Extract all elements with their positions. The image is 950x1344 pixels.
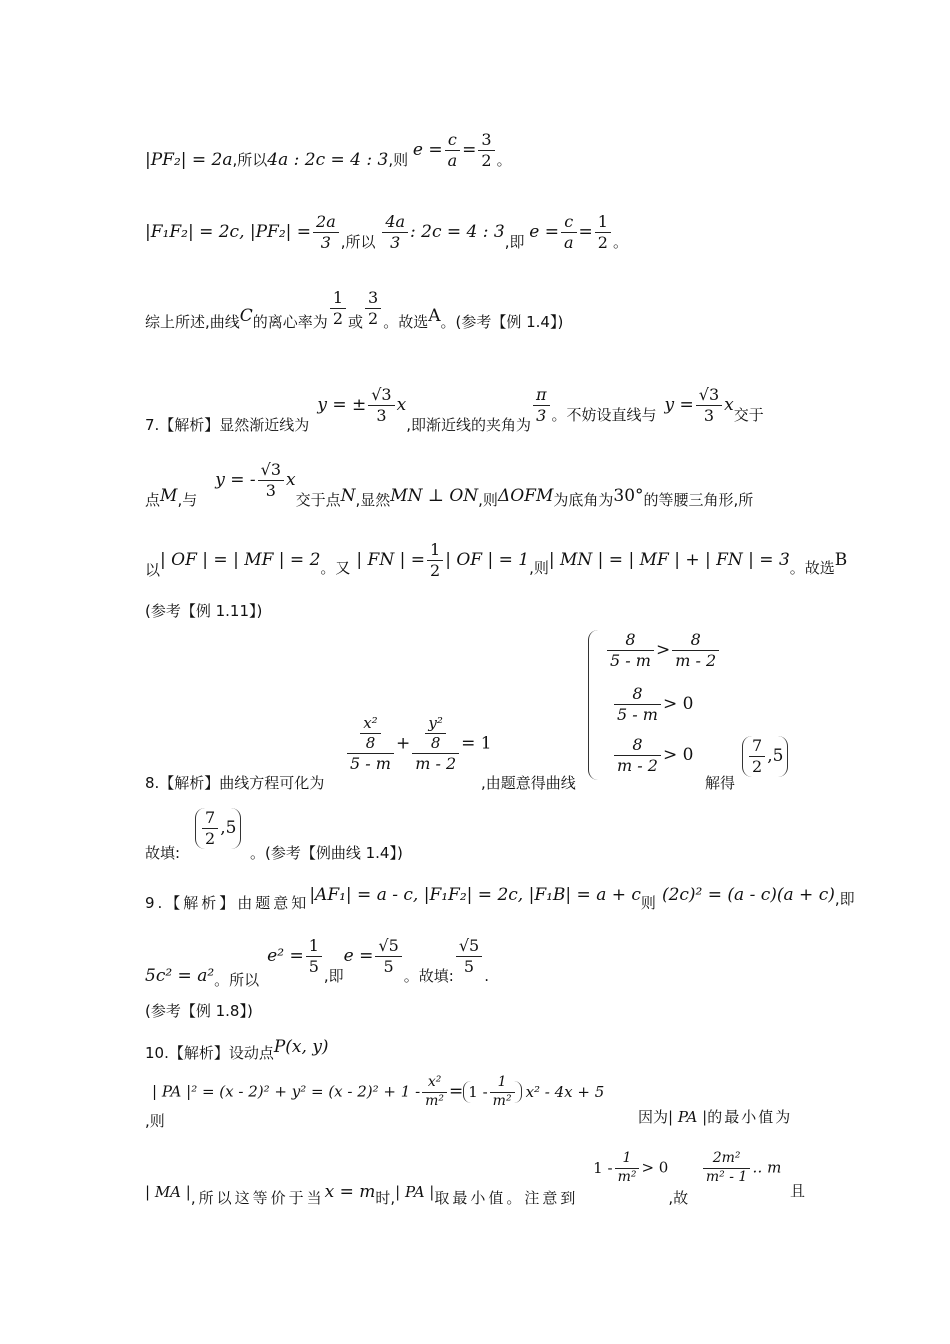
q8-system-row-1: $\frac{8}{5 - m}$ > $\frac{8}{m - 2}$ — [605, 630, 721, 671]
q8-reference: 。(参考【例曲线 1.4】) — [250, 844, 403, 862]
q9-line-1: 9.【解析】由题意知|AF₁| = a - c, |F₁F₂| = 2c, |F₁B| = a + c则 (2c)² = (a - c)(a + c),即 — [145, 885, 855, 912]
q7-reference: (参考【例 1.11】) — [145, 602, 263, 620]
q8-system-brace — [588, 630, 599, 780]
q8-solve: 解得 — [705, 774, 736, 792]
q7-line-2: 点M,与y = - $\frac{√3}{3}$ x交于点N,显然MN ⊥ ON,则ΔOFM为底角为30°的等腰三角形,所 — [145, 460, 754, 509]
q10-then: ,则 — [145, 1112, 165, 1130]
q8-answer: $\frac{7}{2}$ ,5 — [742, 736, 788, 777]
q8-system-row-3: $\frac{8}{m - 2}$ > 0 — [612, 735, 693, 776]
q9-reference: (参考【例 1.8】) — [145, 1002, 253, 1020]
q8-text: ,由题意得曲线 — [481, 774, 576, 792]
line-1: |PF₂| = 2a,所以4a : 2c = 4 : 3,则 e = $\frac{c}{a}$ = $\frac{3}{2}$ 。 — [145, 130, 512, 170]
q10-expression: | PA |² = (x - 2)² + y² = (x - 2)² + 1 - $\frac{\text{x²}}{\text{m²}}$ = 1 - $\frac{1}{\text{m²}}$ x² - 4x + 5 — [152, 1074, 605, 1109]
q10-because: 因为| PA |的最小值为 — [638, 1108, 793, 1126]
q8-system-row-2: $\frac{8}{5 - m}$ > 0 — [612, 684, 693, 725]
q10-line-1: 10.【解析】设动点P(x, y) — [145, 1037, 329, 1062]
q10-and: 且 — [790, 1182, 806, 1200]
q9-line-2: 5c² = a²。所以e² = $\frac{1}{5}$ ,即e = $\frac{√5}{5}$ 。故填: $\frac{√5}{5}$ . — [145, 936, 489, 989]
q8-fill: 故填: — [145, 844, 181, 862]
q10-line-3: | MA |,所以这等价于当x = m时,| PA |取最小值。注意到 1 - $\frac{1}{\text{m²}}$ > 0,故 $\frac{\text{2m²}}{\text{m² - 1}}$ ‥ m — [145, 1150, 782, 1207]
q8-equation: $\frac{\frac{\text{x²}}{8}}{5 - m}$ + $\frac{\frac{\text{y²}}{8}}{m - 2}$ = 1 — [345, 714, 492, 774]
line-2: |F₁F₂| = 2c, |PF₂| = $\frac{2a}{3}$ ,所以 $\frac{4a}{3}$ : 2c = 4 : 3,即 e = $\frac{c}{a}$ = $\frac{1}{2}$ 。 — [145, 212, 628, 252]
q7-line-3: 以| OF | = | MF | = 2。又 | FN | = $\frac{1}{2}$ | OF | = 1,则| MN | = | MF | + | FN | = 3。故选B — [145, 540, 848, 580]
q8-fill-answer: $\frac{7}{2}$ ,5 — [195, 808, 241, 849]
q8-label: 8.【解析】曲线方程可化为 — [145, 774, 325, 792]
line-3: 综上所述,曲线C的离心率为 $\frac{1}{2}$ 或 $\frac{3}{2}$ 。故选A。(参考【例 1.4】) — [145, 288, 564, 331]
q7-line-1: 7.【解析】显然渐近线为y = ± $\frac{√3}{3}$ x,即渐近线的夹角为 $\frac{\pi}{3}$ 。不妨设直线与 y = $\frac{√3}{3}$ x交于 — [145, 385, 764, 434]
expr-pf2: |PF₂| = 2a — [145, 150, 233, 170]
